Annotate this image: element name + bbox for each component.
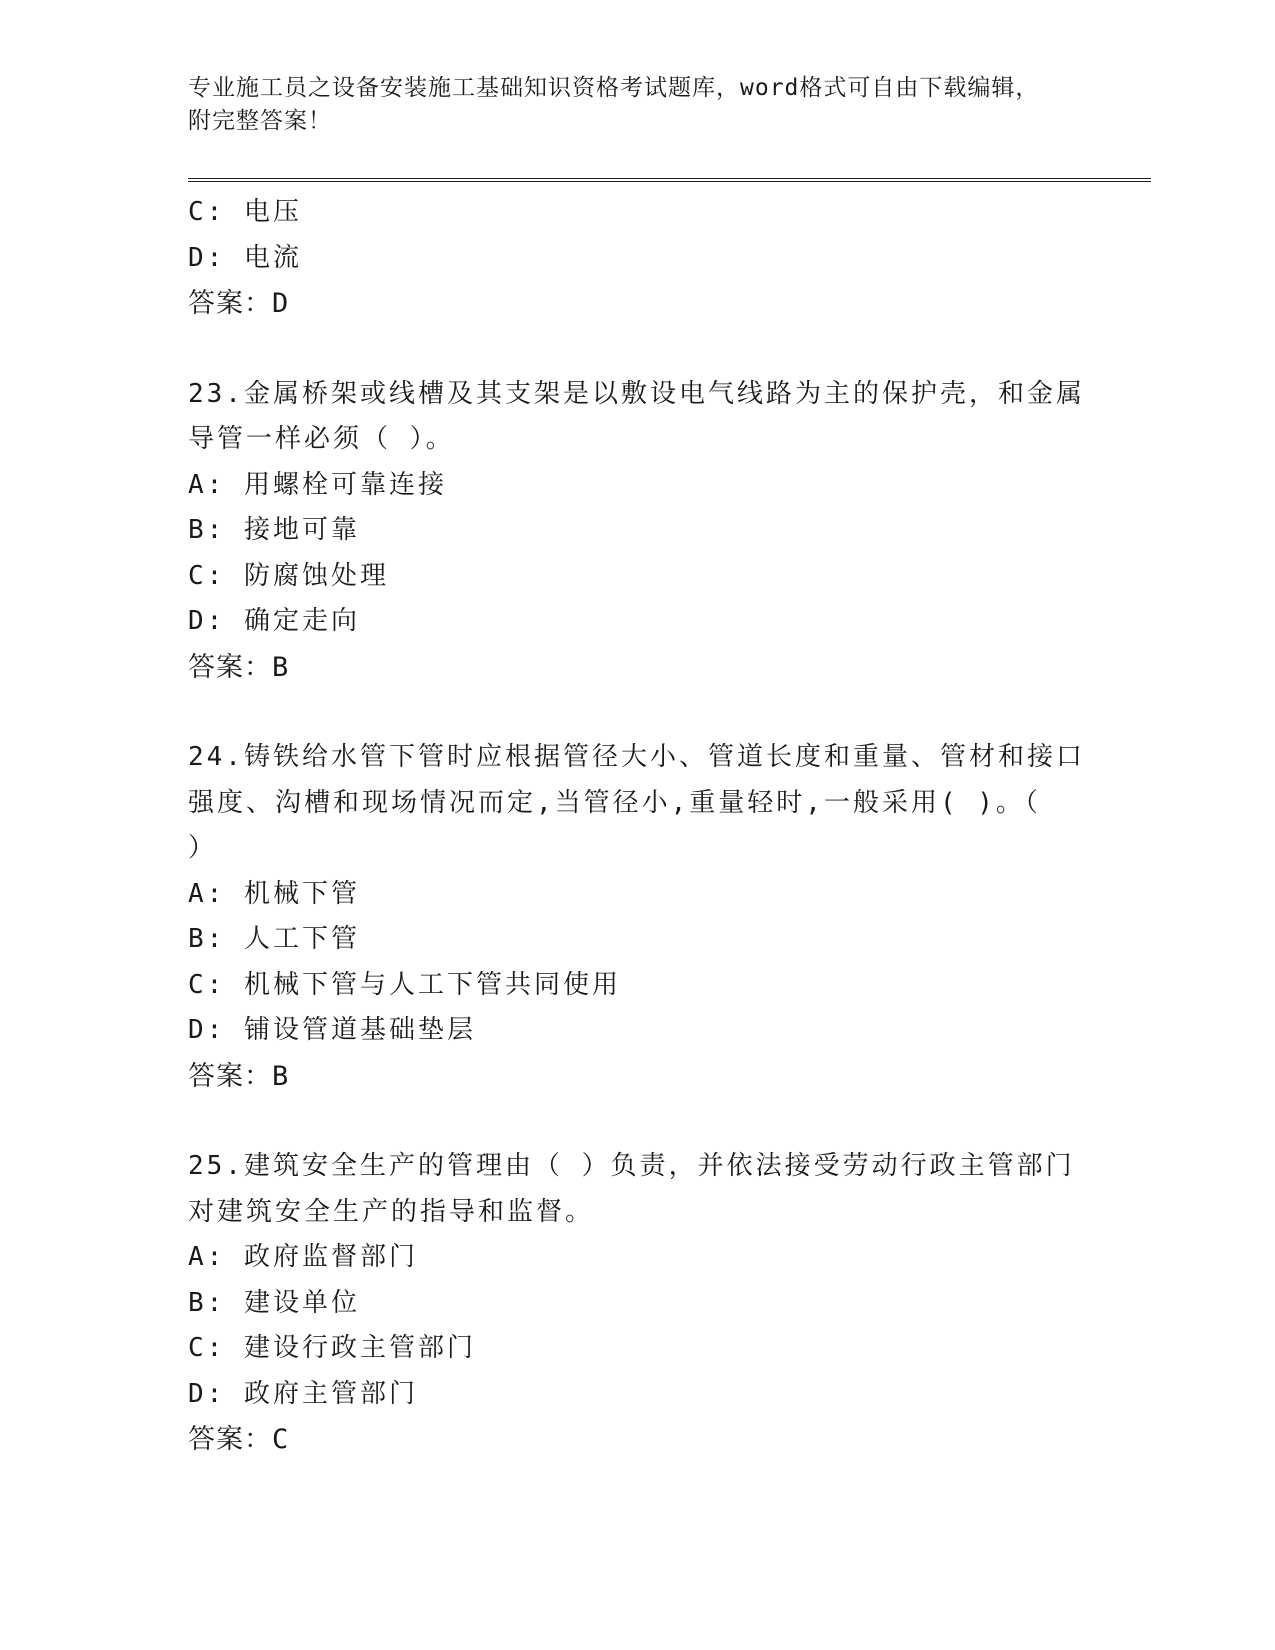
question-stem-line: 强度、沟槽和现场情况而定,当管径小,重量轻时,一般采用( )。（ [188,787,1041,818]
answer-line [188,645,1088,691]
option-b: B: 人工下管 [188,924,360,954]
question-stem-line: ） [188,833,218,863]
option-c: C: 电压 [188,197,302,227]
answer-line [188,1054,1088,1100]
question-stem-line: 对建筑安全生产的指导和监督。 [188,1196,595,1227]
option-b: B: 接地可靠 [188,515,360,545]
option-d: D: 铺设管道基础垫层 [188,1015,476,1045]
question-list [188,190,1088,1463]
spacer [188,327,1088,372]
option-b: B: 建设单位 [188,1287,360,1318]
option-a: A: 机械下管 [188,878,360,909]
question-23 [188,372,1088,691]
document-header [188,72,1088,138]
answer-label: 答案： [188,1424,272,1455]
answer-label: 答案： [188,651,272,683]
option-a: A: 用螺栓可靠连接 [188,469,447,500]
question-24 [188,735,1088,1099]
answer-label: 答案： [188,1060,272,1092]
option-c: C: 防腐蚀处理 [188,560,389,591]
answer-value: B [272,651,290,683]
question-stem-line: 导管一样必须（ ）。 [188,424,455,454]
option-a: A: 政府监督部门 [188,1242,418,1272]
question-22-tail [188,190,1088,327]
spacer [188,690,1088,735]
option-c: C: 建设行政主管部门 [188,1333,476,1363]
option-d: D: 政府主管部门 [188,1378,418,1409]
header-line-2: 附完整答案！ [188,108,332,134]
header-divider [188,178,1151,182]
answer-value: D [272,288,290,319]
option-d: D: 确定走向 [188,606,360,636]
option-d: D: 电流 [188,242,302,273]
question-stem-line: 23.金属桥架或线槽及其支架是以敷设电气线路为主的保护壳，和金属 [188,378,1085,409]
answer-line [188,281,1088,327]
header-line-1: 专业施工员之设备安装施工基础知识资格考试题库，word格式可自由下载编辑， [188,75,1040,101]
answer-value: B [272,1060,290,1092]
answer-line [188,1417,1088,1463]
question-stem-line: 24.铸铁给水管下管时应根据管径大小、管道长度和重量、管材和接口 [188,742,1085,772]
option-c: C: 机械下管与人工下管共同使用 [188,969,621,1000]
spacer [188,1099,1088,1144]
question-stem-line: 25.建筑安全生产的管理由（ ）负责，并依法接受劳动行政主管部门 [188,1151,1075,1181]
answer-label: 答案： [188,288,272,319]
question-25 [188,1144,1088,1463]
answer-value: C [272,1424,290,1455]
